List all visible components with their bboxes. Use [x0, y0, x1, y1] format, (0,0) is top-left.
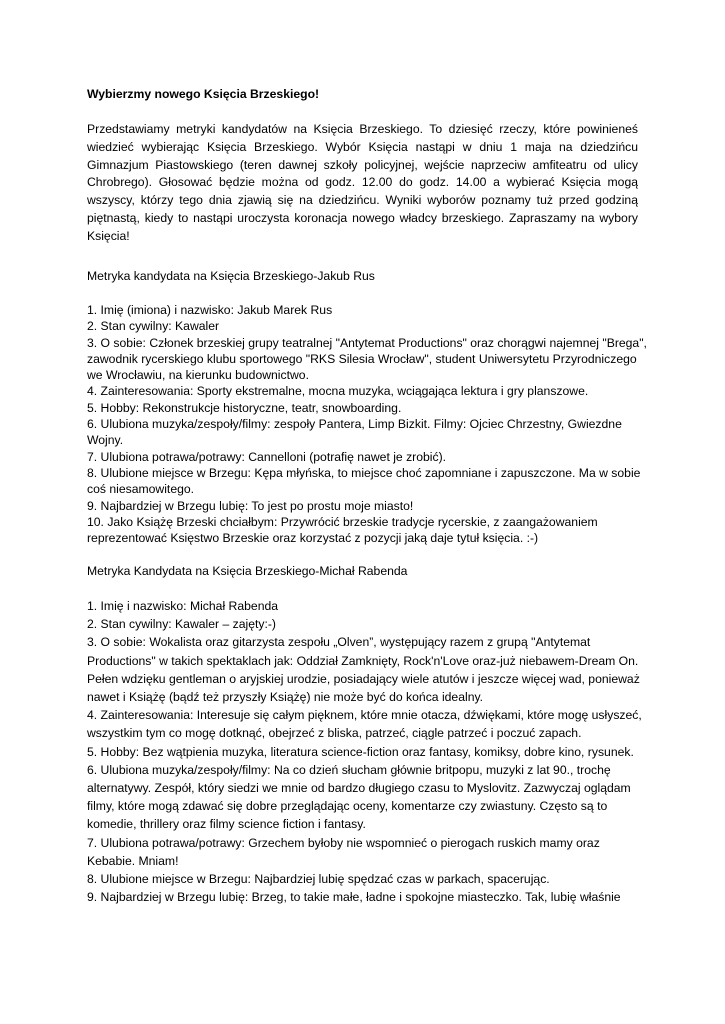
- candidate2-heading: Metryka Kandydata na Księcia Brzeskiego-Michał Rabenda: [87, 564, 408, 578]
- list-item: 1. Imię i nazwisko: Michał Rabenda: [87, 599, 279, 613]
- list-item: 8. Ulubione miejsce w Brzegu: Najbardziej lubię spędzać czas w parkach, spacerując.: [87, 872, 550, 887]
- list-item: 7. Ulubiona potrawa/potrawy: Grzechem byłoby nie wspomnieć o pierogach ruskich mamy oraz Kebabie. Mniam!: [87, 835, 600, 868]
- list-item: 1. Imię (imiona) i nazwisko: Jakub Marek Rus: [87, 303, 333, 317]
- list-item: 3. O sobie: Wokalista oraz gitarzysta zespołu „Olven”, występujący razem z grupą "Antytemat Productions" w takich spektaklach jak: Oddział Zamknięty, Rock'n'Love oraz-już niebawem-Dream On. Pełen wdzięku gentleman o aryjskiej urodzie, posiadający wiele atutów i jeszcze więcej wad, ponieważ nawet i Książę (bądź też przyszły Książę) nie może być do końca idealny.: [87, 635, 640, 705]
- candidate1-heading: Metryka kandydata na Księcia Brzeskiego-Jakub Rus: [87, 269, 375, 283]
- list-item: 3. O sobie: Członek brzeskiej grupy teatralnej "Antytemat Productions" oraz chorągwi najemnej "Brega", zawodnik rycerskiego klubu sportowego "RKS Silesia Wrocław", student Uniwersytetu Przyrodniczego we Wrocławiu, na kierunku budownictwo.: [87, 335, 647, 383]
- list-item: 4. Zainteresowania: Interesuje się całym pięknem, które mnie otacza, dźwiękami, które mogę usłyszeć, wszystkim tym co mogę dotknąć, obejrzeć z bliska, patrzeć, ciągle patrzeć i poczuć zapach.: [87, 708, 642, 741]
- document-title: Wybierzmy nowego Księcia Brzeskiego!: [87, 87, 320, 101]
- list-item: 5. Hobby: Rekonstrukcje historyczne, teatr, snowboarding.: [87, 400, 402, 415]
- candidate1-list: [87, 302, 647, 546]
- candidate2-list: [87, 597, 647, 906]
- list-item: 9. Najbardziej w Brzegu lubię: Brzeg, to takie małe, ładne i spokojne miasteczko. Tak, lubię właśnie: [87, 890, 621, 905]
- list-item: 2. Stan cywilny: Kawaler – zajęty:-): [87, 617, 276, 632]
- list-item: 8. Ulubione miejsce w Brzegu: Kępa młyńska, to miejsce choć zapomniane i zapuszczone. Ma w sobie coś niesamowitego.: [87, 465, 641, 497]
- list-item: 7. Ulubiona potrawa/potrawy: Cannelloni (potrafię nawet je zrobić).: [87, 449, 447, 464]
- list-item: 5. Hobby: Bez wątpienia muzyka, literatura science-fiction oraz fantasy, komiksy, dobre kino, rysunek.: [87, 744, 634, 759]
- list-item: 4. Zainteresowania: Sporty ekstremalne, mocna muzyka, wciągająca lektura i gry planszowe.: [87, 384, 589, 399]
- list-item: 10. Jako Książę Brzeski chciałbym: Przywrócić brzeskie tradycje rycerskie, z zaangażowaniem reprezentować Księstwo Brzeskie oraz korzystać z pozycji jaką daje tytuł księcia. :-): [87, 514, 598, 546]
- list-item: 6. Ulubiona muzyka/zespoły/filmy: zespoły Pantera, Limp Bizkit. Filmy: Ojciec Chrzestny, Gwiezdne Wojny.: [87, 417, 622, 448]
- intro-paragraph: Przedstawiamy metryki kandydatów na Księcia Brzeskiego. To dziesięć rzeczy, które powinieneś wiedzieć wybierając Księcia Brzeskiego. Wybór Księcia nastąpi w dniu 1 maja na dziedzińcu Gimnazjum Piastowskiego (teren dawnej szkoły policyjnej, wejście naprzeciw amfiteatru od ulicy Chrobrego). Głosować będzie można od godz. 12.00 do godz. 14.00 a wybierać Księcia mogą wszyscy, którzy tego dnia zjawią się na dziedzińcu. Wyniki wyborów poznamy tuż przed godziną piętnastą, kiedy to nastąpi uroczysta koronacja nowego władcy brzeskiego. Zapraszamy na wybory Księcia!: [87, 122, 638, 243]
- list-item: 9. Najbardziej w Brzegu lubię: To jest po prostu moje miasto!: [87, 498, 414, 513]
- list-item: 6. Ulubiona muzyka/zespoły/filmy: Na co dzień słucham głównie britpopu, muzyki z lat 90., trochę alternatywy. Zespół, który siedzi we mnie od bardzo długiego czasu to Myslovitz. Zazwyczaj oglądam filmy, które mogą zdawać się dobre przeglądając oceny, komentarze czy zwiastuny. Często są to komedie, thrillery oraz filmy science fiction i fantasy.: [87, 762, 631, 832]
- list-item: 2. Stan cywilny: Kawaler: [87, 319, 220, 334]
